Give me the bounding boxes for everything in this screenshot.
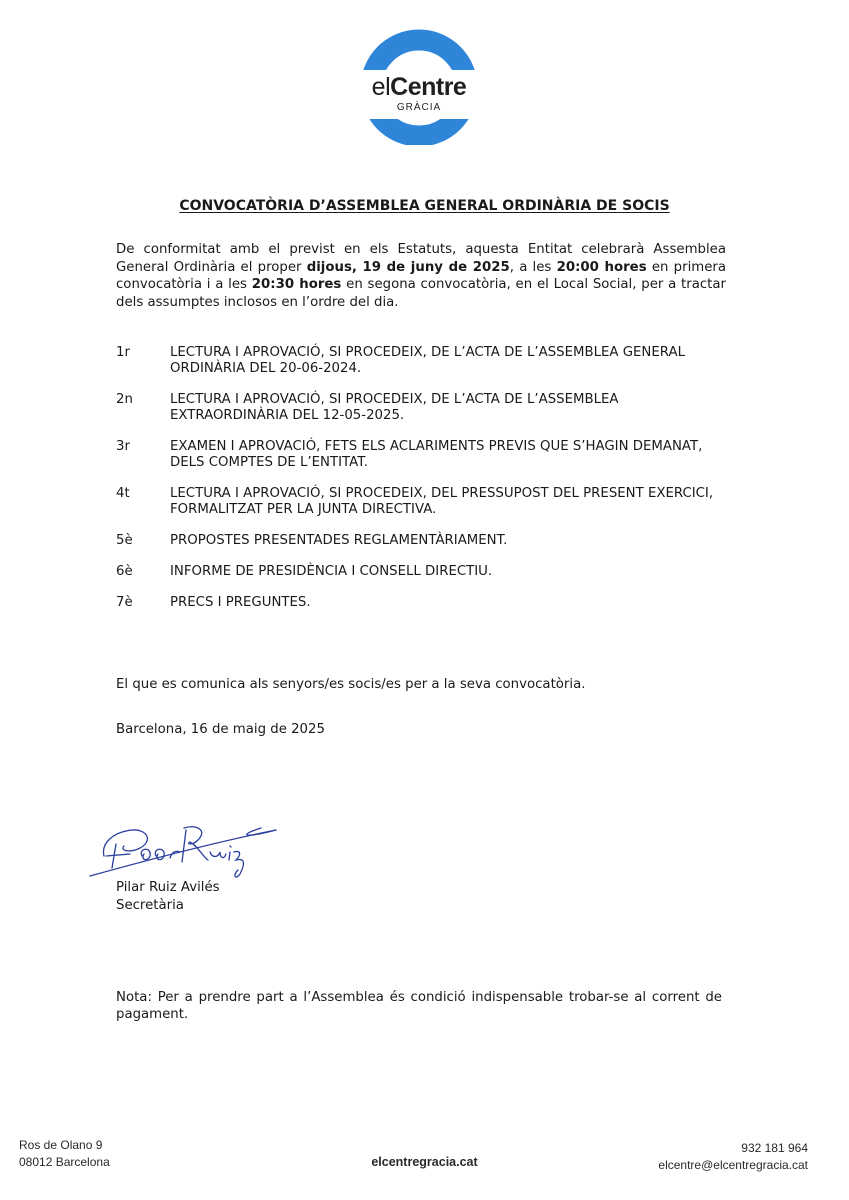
agenda-item-number: 5è: [116, 533, 133, 548]
agenda-item-text: LECTURA I APROVACIÓ, SI PROCEDEIX, DE L’ACTA DE L’ASSEMBLEA EXTRAORDINÀRIA DEL 12-05-2025.: [170, 392, 619, 423]
page-title: CONVOCATÒRIA D’ASSEMBLEA GENERAL ORDINÀRIA DE SOCIS: [179, 198, 670, 214]
intro-text-2: , a les: [509, 259, 557, 275]
intro-text-4: en segona convocatòria, en el Local Social, per a tractar dels assumptes inclosos en l’ordre del dia.: [116, 277, 727, 310]
footnote: Nota: Per a prendre part a l’Assemblea és condició indispensable trobar-se al corrent de pagament.: [116, 990, 722, 1022]
agenda-item-number: 6è: [116, 564, 133, 579]
logo-brand-bold: Centre: [390, 73, 467, 101]
agenda-item-text: INFORME DE PRESIDÈNCIA I CONSELL DIRECTIU.: [170, 564, 493, 579]
second-call-time: 20:30 hores: [251, 277, 342, 293]
agenda-item: [116, 595, 736, 611]
signature-icon: [86, 816, 286, 886]
logo-district: GRÀCIA: [396, 102, 442, 113]
agenda-item: [116, 486, 736, 518]
agenda-item-text: LECTURA I APROVACIÓ, SI PROCEDEIX, DE L’ACTA DE L’ASSEMBLEA GENERAL ORDINÀRIA DEL 20-06-2024.: [170, 345, 685, 376]
first-call-time: 20:00 hores: [556, 259, 647, 275]
footer-website[interactable]: elcentregracia.cat: [371, 1155, 478, 1169]
agenda-item-text: PRECS I PREGUNTES.: [170, 595, 311, 610]
agenda-item: [116, 345, 736, 377]
agenda-list: [116, 345, 736, 626]
footer-phone[interactable]: 932 181 964: [741, 1141, 808, 1155]
signature: [86, 816, 286, 886]
logo-brand-light: el: [371, 73, 391, 101]
agenda-item-text: PROPOSTES PRESENTADES REGLAMENTÀRIAMENT.: [170, 533, 508, 548]
closing-statement: El que es comunica als senyors/es socis/es per a la seva convocatòria.: [116, 677, 586, 692]
intro-text-3: en primera convocatòria i a les: [116, 259, 727, 293]
logo: [355, 29, 483, 145]
footer-address-line1: Ros de Olano 9: [19, 1138, 103, 1152]
intro-paragraph: [116, 241, 726, 311]
agenda-item: [116, 439, 736, 471]
agenda-item-number: 2n: [116, 392, 133, 407]
footer-address-line2: 08012 Barcelona: [19, 1155, 110, 1169]
signer-name: Pilar Ruiz Avilés: [116, 880, 220, 895]
signer-role: Secretària: [116, 898, 184, 913]
agenda-item: [116, 564, 736, 580]
agenda-item-number: 1r: [116, 345, 130, 360]
agenda-item-text: LECTURA I APROVACIÓ, SI PROCEDEIX, DEL PRESSUPOST DEL PRESENT EXERCICI, FORMALITZAT PER LA JUNTA DIRECTIVA.: [170, 486, 714, 517]
agenda-item-text: EXAMEN I APROVACIÓ, FETS ELS ACLARIMENTS PREVIS QUE S’HAGIN DEMANAT, DELS COMPTES DE L’ENTITAT.: [170, 439, 703, 470]
agenda-item: [116, 392, 736, 424]
footer-contact: [658, 1140, 808, 1174]
agenda-item-number: 7è: [116, 595, 133, 610]
intro-text-1: De conformitat amb el previst en els Estatuts, aquesta Entitat celebrarà Assemblea General Ordinària el proper: [116, 242, 726, 275]
agenda-item: [116, 533, 736, 549]
logo-wordmark: [355, 73, 483, 101]
agenda-item-number: 4t: [116, 486, 130, 501]
agenda-item-number: 3r: [116, 439, 130, 454]
place-date: Barcelona, 16 de maig de 2025: [116, 722, 325, 737]
signer-block: [116, 879, 220, 915]
footer-email[interactable]: elcentre@elcentregracia.cat: [658, 1158, 808, 1172]
meeting-date: dijous, 19 de juny de 2025: [306, 259, 510, 275]
